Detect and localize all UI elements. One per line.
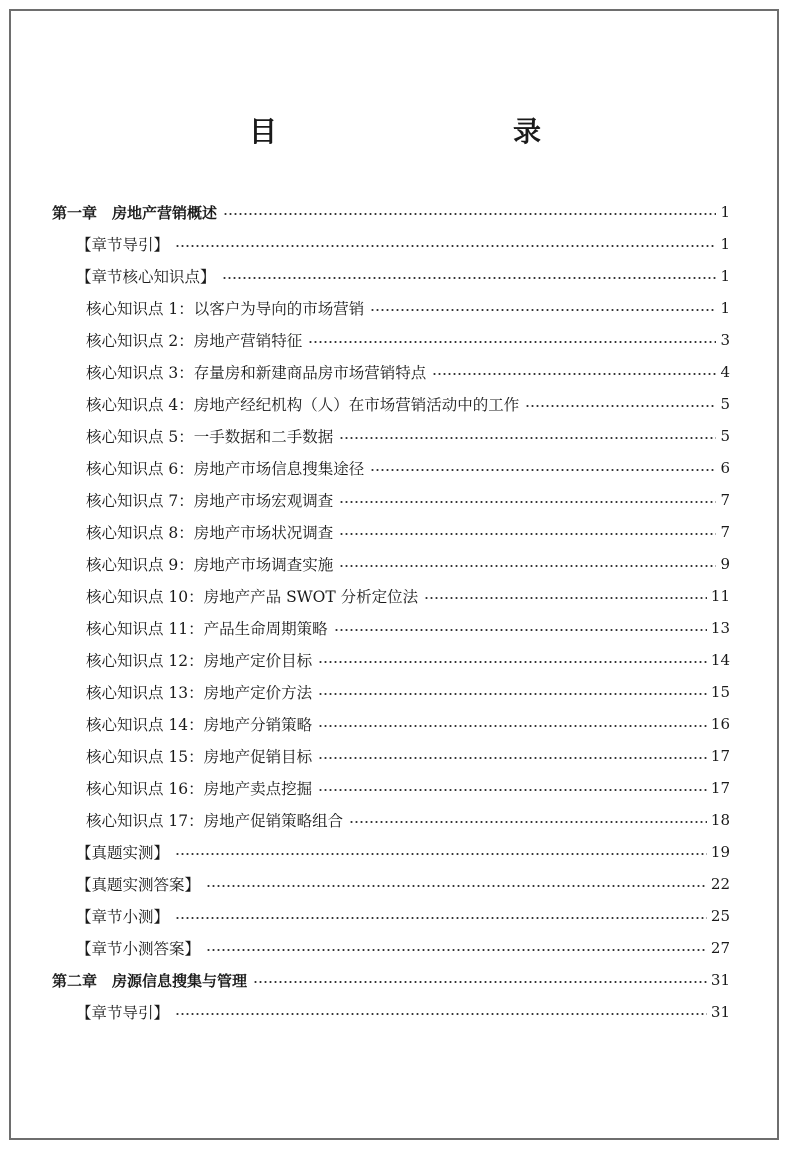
dot-leader: [318, 725, 707, 727]
page-title: 目 录: [248, 115, 601, 148]
toc-page-number: 3: [720, 331, 730, 349]
toc-page-number: 1: [720, 299, 730, 317]
toc-page-number: 9: [720, 555, 730, 573]
toc-page-number: 7: [720, 523, 730, 541]
toc-entry-title: 核心知识点 13：房地产定价方法: [86, 684, 313, 702]
toc-entry-title: 核心知识点 1：以客户为导向的市场营销: [86, 300, 365, 318]
toc-entry-row[interactable]: [76, 932, 730, 964]
dot-leader: [432, 373, 716, 375]
toc-page-number: 18: [710, 811, 730, 829]
dot-leader: [308, 341, 716, 343]
toc-page-number: 17: [710, 779, 730, 797]
toc-entry-row[interactable]: [86, 516, 730, 548]
toc-page-number: 4: [720, 363, 730, 381]
toc-entry-row[interactable]: [86, 292, 730, 324]
toc-chapter-row[interactable]: [52, 964, 730, 996]
toc-entry-row[interactable]: [86, 612, 730, 644]
dot-leader: [318, 757, 707, 759]
toc-page-number: 1: [720, 203, 730, 221]
toc-entry-row[interactable]: [86, 676, 730, 708]
toc-page-number: 31: [710, 1003, 730, 1021]
toc-entry-row[interactable]: [86, 580, 730, 612]
toc-entry-title: 【章节导引】: [76, 236, 170, 254]
toc-page-number: 15: [710, 683, 730, 701]
toc-entry-row[interactable]: [76, 868, 730, 900]
dot-leader: [206, 885, 707, 887]
toc-entry-row[interactable]: [86, 772, 730, 804]
dot-leader: [206, 949, 707, 951]
toc-entry-row[interactable]: [86, 356, 730, 388]
dot-leader: [339, 437, 716, 439]
toc-entry-row[interactable]: [86, 708, 730, 740]
toc-entry-title: 核心知识点 14：房地产分销策略: [86, 716, 313, 734]
dot-leader: [175, 917, 707, 919]
toc-chapter-row[interactable]: [52, 196, 730, 228]
toc-entry-title: 第二章 房源信息搜集与管理: [52, 971, 248, 990]
dot-leader: [175, 1013, 707, 1015]
toc-entry-title: 核心知识点 4：房地产经纪机构（人）在市场营销活动中的工作: [86, 396, 520, 414]
toc-entry-row[interactable]: [86, 804, 730, 836]
toc-page-number: 5: [720, 427, 730, 445]
toc-page-number: 6: [720, 459, 730, 477]
toc-entry-row[interactable]: [76, 836, 730, 868]
toc-page-number: 11: [710, 587, 730, 605]
dot-leader: [370, 469, 716, 471]
toc-entry-row[interactable]: [86, 324, 730, 356]
toc-entry-row[interactable]: [86, 548, 730, 580]
toc-page-number: 14: [710, 651, 730, 669]
toc-entry-row[interactable]: [86, 420, 730, 452]
toc-page-number: 13: [710, 619, 730, 637]
toc-entry-title: 核心知识点 9：房地产市场调查实施: [86, 556, 334, 574]
toc-entry-title: 【章节小测】: [76, 908, 170, 926]
toc-entry-title: 【章节导引】: [76, 1004, 170, 1022]
toc-entry-title: 核心知识点 15：房地产促销目标: [86, 748, 313, 766]
toc-entry-row[interactable]: [76, 260, 730, 292]
toc-entry-title: 【章节核心知识点】: [76, 268, 216, 286]
dot-leader: [349, 821, 707, 823]
dot-leader: [339, 501, 716, 503]
toc-entry-row[interactable]: [76, 996, 730, 1028]
toc-page-number: 1: [720, 235, 730, 253]
toc-page-number: 27: [710, 939, 730, 957]
toc-page-number: 16: [710, 715, 730, 733]
toc-entry-row[interactable]: [76, 900, 730, 932]
toc-page-number: 5: [720, 395, 730, 413]
dot-leader: [223, 213, 716, 215]
toc-entry-title: 【真题实测答案】: [76, 876, 201, 894]
dot-leader: [175, 245, 716, 247]
dot-leader: [525, 405, 716, 407]
toc-entry-title: 核心知识点 12：房地产定价目标: [86, 652, 313, 670]
dot-leader: [222, 277, 716, 279]
toc-entry-title: 核心知识点 17：房地产促销策略组合: [86, 812, 344, 830]
toc-entry-title: 核心知识点 5：一手数据和二手数据: [86, 428, 334, 446]
dot-leader: [253, 981, 707, 983]
toc-page-number: 22: [710, 875, 730, 893]
toc-entry-row[interactable]: [86, 452, 730, 484]
dot-leader: [370, 309, 716, 311]
toc-page-number: 17: [710, 747, 730, 765]
dot-leader: [318, 789, 707, 791]
toc-entry-title: 核心知识点 3：存量房和新建商品房市场营销特点: [86, 364, 427, 382]
toc-entry-row[interactable]: [76, 228, 730, 260]
dot-leader: [339, 565, 716, 567]
toc-entry-title: 核心知识点 10：房地产产品 SWOT 分析定位法: [86, 588, 419, 606]
toc-entry-title: 核心知识点 7：房地产市场宏观调查: [86, 492, 334, 510]
dot-leader: [339, 533, 716, 535]
toc-page-number: 31: [710, 971, 730, 989]
toc-entry-title: 第一章 房地产营销概述: [52, 203, 218, 222]
toc-entry-title: 核心知识点 8：房地产市场状况调查: [86, 524, 334, 542]
toc-page-number: 1: [720, 267, 730, 285]
toc-entry-title: 核心知识点 6：房地产市场信息搜集途径: [86, 460, 365, 478]
toc-entry-row[interactable]: [86, 388, 730, 420]
toc-entry-title: 核心知识点 11：产品生命周期策略: [86, 620, 328, 638]
toc-entry-row[interactable]: [86, 644, 730, 676]
dot-leader: [318, 693, 707, 695]
toc-entry-title: 核心知识点 16：房地产卖点挖掘: [86, 780, 313, 798]
toc-page-number: 7: [720, 491, 730, 509]
toc-entry-title: 核心知识点 2：房地产营销特征: [86, 332, 303, 350]
toc-entry-row[interactable]: [86, 484, 730, 516]
toc-entry-row[interactable]: [86, 740, 730, 772]
toc-entry-title: 【章节小测答案】: [76, 940, 201, 958]
toc-entry-title: 【真题实测】: [76, 844, 170, 862]
dot-leader: [424, 597, 707, 599]
toc-page-number: 19: [710, 843, 730, 861]
dot-leader: [318, 661, 707, 663]
dot-leader: [175, 853, 707, 855]
dot-leader: [334, 629, 707, 631]
toc-page-number: 25: [710, 907, 730, 925]
